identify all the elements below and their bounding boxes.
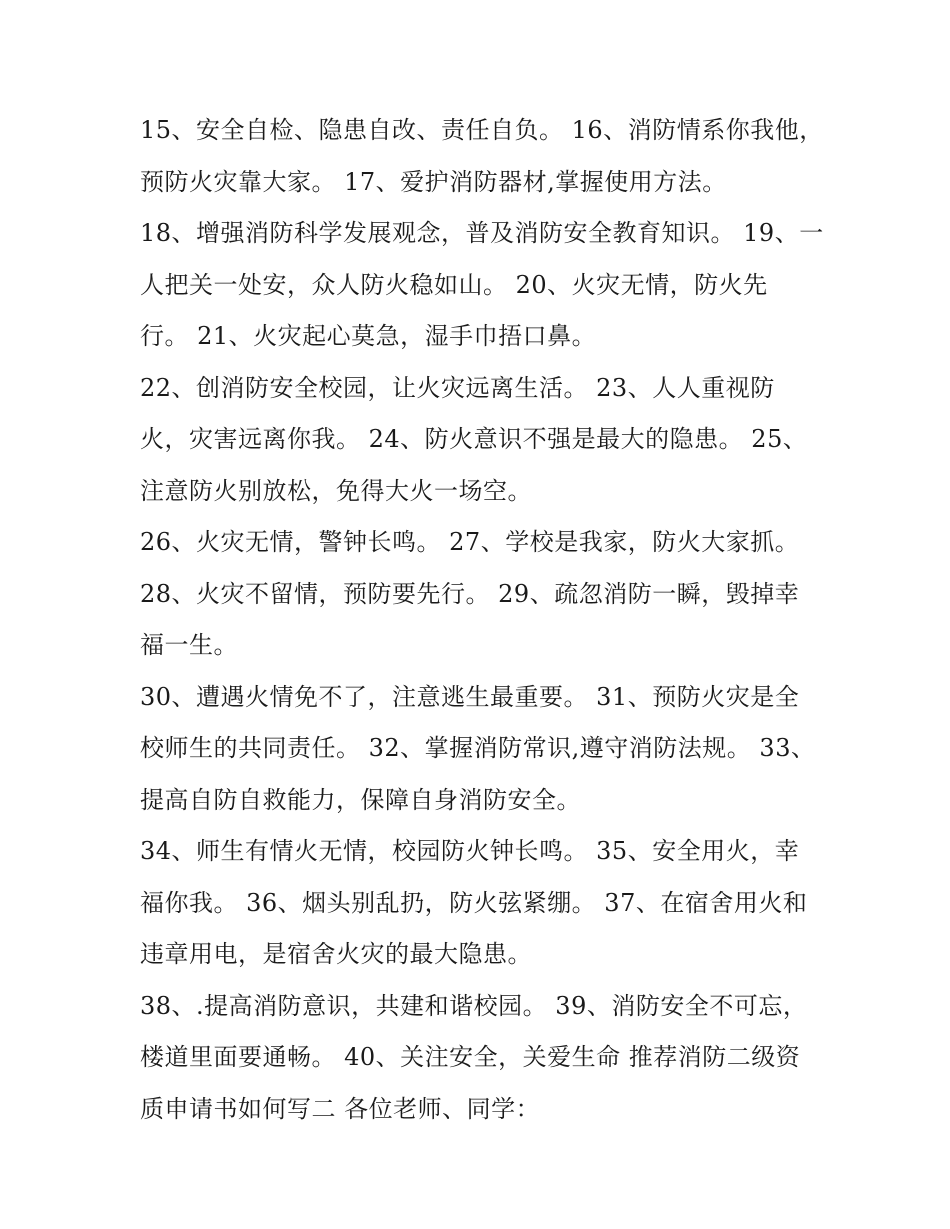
text-line: 校师生的共同责任。 32、掌握消防常识,遵守消防法规。 33、	[140, 734, 816, 762]
text-line: 质申请书如何写二 各位老师、同学：	[140, 1094, 541, 1123]
text-line: 福你我。 36、烟头别乱扔，防火弦紧绷。 37、在宿舍用火和	[140, 888, 808, 917]
text-line: 人把关一处安，众人防火稳如山。 20、火灾无情，防火先	[140, 270, 768, 299]
text-line: 楼道里面要通畅。 40、关注安全，关爱生命 推荐消防二级资	[140, 1043, 801, 1071]
text-line: 26、火灾无情，警钟长鸣。 27、学校是我家，防火大家抓。	[140, 528, 800, 556]
text-line: 18、增强消防科学发展观念，普及消防安全教育知识。 19、一	[140, 219, 824, 247]
text-line: 15、安全自检、隐患自改、责任自负。 16、消防情系你我他，	[140, 116, 824, 144]
text-line: 提高自防自救能力，保障自身消防安全。	[140, 785, 581, 814]
text-line: 22、创消防安全校园，让火灾远离生活。 23、人人重视防	[140, 373, 775, 402]
text-line: 30、遭遇火情免不了，注意逃生最重要。 31、预防火灾是全	[140, 682, 800, 711]
text-line: 预防火灾靠大家。 17、爱护消防器材,掌握使用方法。	[140, 167, 727, 196]
text-line: 火，灾害远离你我。 24、防火意识不强是最大的隐患。 25、	[140, 425, 808, 453]
document-body	[140, 105, 824, 1135]
text-line: 行。 21、火灾起心莫急，湿手巾捂口鼻。	[140, 322, 597, 350]
text-line: 违章用电，是宿舍火灾的最大隐患。	[140, 940, 532, 968]
text-line: 28、火灾不留情，预防要先行。 29、疏忽消防一瞬，毁掉幸	[140, 579, 800, 608]
text-line: 福一生。	[140, 631, 238, 659]
text-line: 注意防火别放松，免得大火一场空。	[140, 476, 532, 505]
text-line: 38、.提高消防意识，共建和谐校园。 39、消防安全不可忘，	[140, 991, 808, 1020]
text-line: 34、师生有情火无情，校园防火钟长鸣。 35、安全用火，幸	[140, 837, 800, 865]
